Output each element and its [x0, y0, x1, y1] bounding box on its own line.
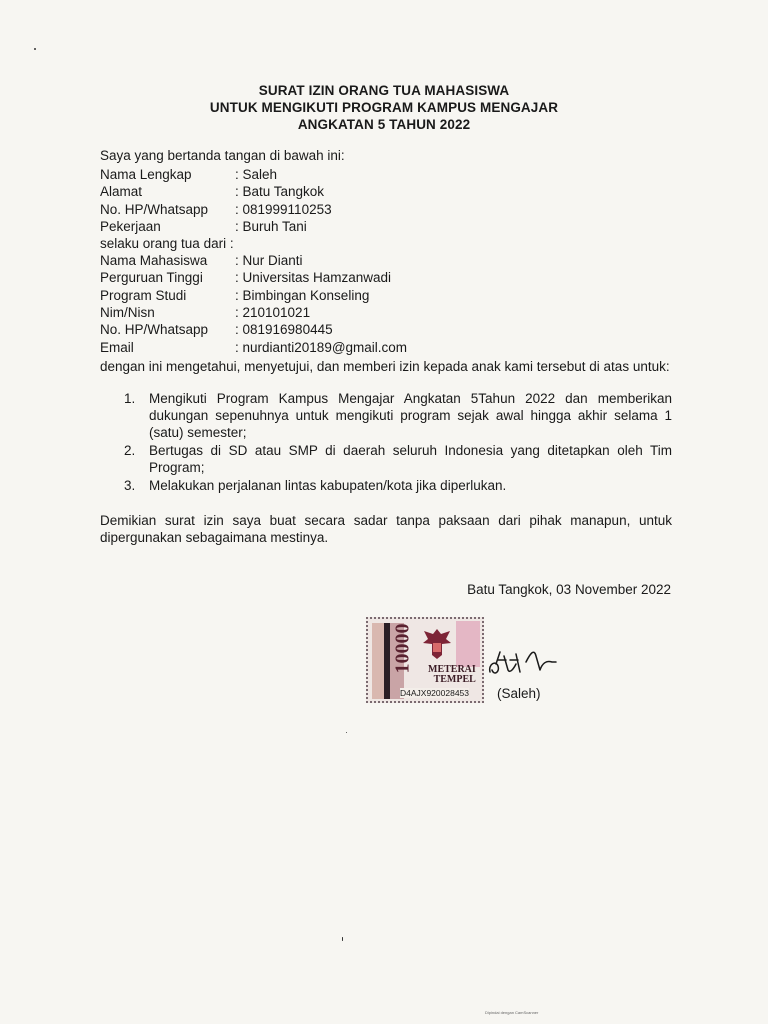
field-value: : Batu Tangkok — [235, 184, 325, 199]
field-row — [100, 218, 307, 235]
field-value: : Nur Dianti — [235, 253, 303, 268]
list-item — [122, 477, 672, 494]
field-label: Alamat — [100, 184, 143, 199]
list-text: Melakukan perjalanan lintas kabupaten/kota jika diperlukan. — [149, 478, 507, 493]
intro-text: Saya yang bertanda tangan di bawah ini: — [100, 148, 345, 163]
field-value: : Universitas Hamzanwadi — [235, 270, 392, 285]
list-text: Mengikuti Program Kampus Mengajar Angkatan 5Tahun 2022 dan memberikan dukungan sepenuhnya untuk mengikuti program sejak awal hingga akhir selama 1 (satu) semester; — [149, 391, 672, 440]
closing-text: Demikian surat izin saya buat secara sadar tanpa paksaan dari pihak manapun, untuk dipergunakan sebagaimana mestinya. — [100, 513, 672, 545]
consent-text: dengan ini mengetahui, menyetujui, dan memberi izin kepada anak kami tersebut di atas untuk: — [100, 359, 670, 374]
field-row — [100, 269, 392, 286]
list-number: 2. — [124, 443, 136, 458]
field-label: Perguruan Tinggi — [100, 270, 203, 285]
place-date: Batu Tangkok, 03 November 2022 — [467, 582, 671, 597]
list-number: 3. — [124, 478, 136, 493]
field-row — [100, 201, 332, 218]
field-row — [100, 339, 408, 356]
stamp-value: 10000 — [391, 623, 414, 674]
permission-list — [122, 390, 672, 494]
field-label: Email — [100, 340, 134, 355]
field-value: : Saleh — [235, 167, 278, 182]
title-line-3: ANGKATAN 5 TAHUN 2022 — [297, 117, 471, 132]
field-row — [100, 304, 311, 321]
stamp-corner — [456, 621, 480, 667]
field-label: Program Studi — [100, 288, 187, 303]
scanner-note: Dipindai dengan CamScanner — [485, 1010, 539, 1015]
scan-speck — [34, 48, 36, 50]
field-value: : Buruh Tani — [235, 219, 307, 234]
garuda-emblem-icon — [420, 625, 454, 663]
field-value: : nurdianti20189@gmail.com — [235, 340, 408, 355]
list-text: Bertugas di SD atau SMP di daerah seluruh Indonesia yang ditetapkan oleh Tim Program; — [149, 443, 672, 475]
field-value: : Bimbingan Konseling — [235, 288, 370, 303]
field-row — [100, 166, 278, 183]
scan-speck — [346, 732, 347, 733]
signature-scribble — [486, 642, 582, 680]
field-label: Nama Lengkap — [100, 167, 192, 182]
field-row — [100, 321, 333, 338]
relation-label: selaku orang tua dari : — [100, 236, 234, 251]
field-label: Pekerjaan — [100, 219, 161, 234]
field-label: No. HP/Whatsapp — [100, 202, 209, 217]
list-number: 1. — [124, 391, 136, 406]
field-label: No. HP/Whatsapp — [100, 322, 209, 337]
field-value: : 081999110253 — [235, 202, 332, 217]
stamp-label — [428, 665, 476, 685]
list-item — [122, 442, 672, 476]
scan-speck — [342, 937, 343, 941]
signer-name: (Saleh) — [497, 686, 541, 701]
field-value: : 081916980445 — [235, 322, 333, 337]
title-line-1: SURAT IZIN ORANG TUA MAHASISWA — [258, 83, 510, 98]
list-item — [122, 390, 672, 441]
meterai-stamp — [366, 617, 484, 703]
title-line-2: UNTUK MENGIKUTI PROGRAM KAMPUS MENGAJAR — [209, 100, 559, 115]
field-label: Nama Mahasiswa — [100, 253, 208, 268]
field-value: : 210101021 — [235, 305, 311, 320]
stamp-label-line2: TEMPEL — [433, 674, 476, 685]
field-row — [100, 287, 370, 304]
stamp-code: D4AJX920028453 — [400, 688, 470, 698]
field-row — [100, 252, 303, 269]
field-label: Nim/Nisn — [100, 305, 155, 320]
field-row — [100, 183, 325, 200]
stamp-label-line1: METERAI — [428, 664, 476, 675]
